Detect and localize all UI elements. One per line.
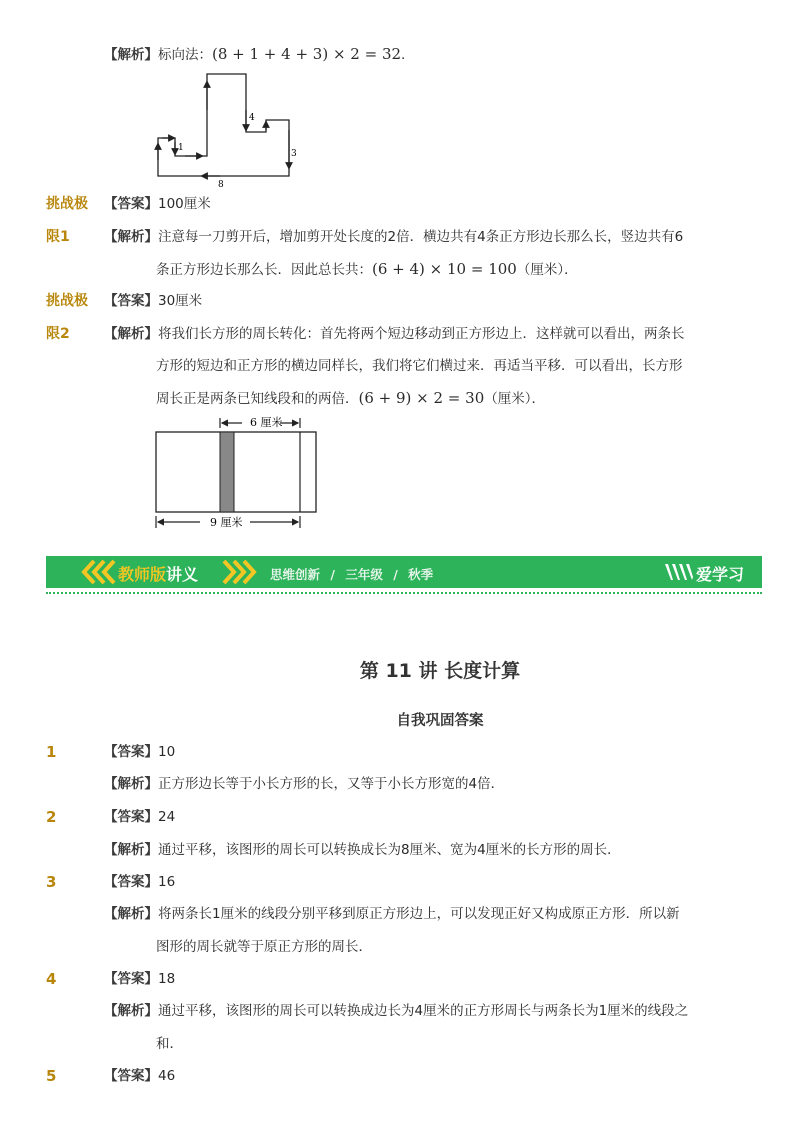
outer-rectangle xyxy=(156,432,316,512)
brand-logo-icon xyxy=(663,560,693,584)
analysis-3-cont: 图形的周长就等于原正方形的周长． xyxy=(156,939,372,955)
lecture-subtitle: 自我巩固答案 xyxy=(396,713,484,729)
lecture-title: 第 11 讲 长度计算 xyxy=(359,660,521,682)
answer-5: 【答案】46 xyxy=(104,1068,176,1084)
challenge2-answer: 【答案】30厘米 xyxy=(104,293,203,309)
answer-3: 【答案】16 xyxy=(104,874,176,890)
figure-rectangle-diagram xyxy=(150,412,325,532)
analysis-label: 【解析】 xyxy=(104,47,158,63)
answer-1: 【答案】10 xyxy=(104,744,176,760)
bottom-measure-label: 9 厘米 xyxy=(210,516,243,529)
answer-number: 4 xyxy=(46,970,57,988)
challenge-tag-1: 挑战极 xyxy=(46,196,88,212)
formula: (8 + 1 + 4 + 3) × 2 = 32 xyxy=(212,45,402,63)
brand-logo-text: 爱学习 xyxy=(696,565,745,584)
answer-4: 【答案】18 xyxy=(104,971,176,987)
answer-number: 2 xyxy=(46,808,57,826)
challenge1-analysis-line2: 条正方形边长那么长．因此总长共：(6 + 4) × 10 = 100（厘米）． xyxy=(156,260,578,278)
challenge-tag-1b: 限1 xyxy=(46,229,70,245)
challenge2-analysis-line3: 周长正是两条已知线段和的两倍．(6 + 9) × 2 = 30（厘米）． xyxy=(156,389,545,407)
challenge1-analysis-line1: 【解析】注意每一刀剪开后，增加剪开处长度的2倍．横边共有4条正方形边长那么长，竖边共有6 xyxy=(104,229,684,245)
chevron-left-icon xyxy=(80,558,120,586)
figure-path-diagram xyxy=(150,70,300,192)
challenge2-analysis-line2: 方形的短边和正方形的横边同样长，我们将它们横过来．再适当平移．可以看出，长方形 xyxy=(156,358,683,374)
top-measure-label: 6 厘米 xyxy=(250,416,283,429)
analysis-4-cont: 和． xyxy=(156,1036,183,1052)
answer-number: 5 xyxy=(46,1067,57,1085)
challenge-tag-2: 挑战极 xyxy=(46,293,88,309)
analysis-4: 【解析】通过平移，该图形的周长可以转换成边长为4厘米的正方形周长与两条长为1厘米的线段之 xyxy=(104,1003,689,1019)
analysis-2: 【解析】通过平移，该图形的周长可以转换成长为8厘米、宽为4厘米的长方形的周长． xyxy=(104,842,621,858)
chevron-right-icon xyxy=(218,558,258,586)
answer-number: 1 xyxy=(46,743,57,761)
challenge2-analysis-line1: 【解析】将我们长方形的周长转化：首先将两个短边移动到正方形边上．这样就可以看出，两条长 xyxy=(104,326,685,342)
answer-number: 3 xyxy=(46,873,57,891)
banner-breadcrumb: 思维创新 / 三年级 / 秋季 xyxy=(270,567,434,582)
analysis-text: 标向法： xyxy=(158,47,212,63)
shaded-strip xyxy=(220,432,234,512)
challenge1-answer: 【答案】100厘米 xyxy=(104,196,211,212)
top-analysis: 【解析】标向法：(8 + 1 + 4 + 3) × 2 = 32. xyxy=(104,45,406,63)
banner-edition: 教师版讲义 xyxy=(118,565,199,584)
analysis-1: 【解析】正方形边长等于小长方形的长，又等于小长方形宽的4倍． xyxy=(104,776,505,792)
dotted-divider xyxy=(46,592,762,594)
label-3: 3 xyxy=(291,149,297,159)
label-8: 8 xyxy=(218,180,224,190)
answer-2: 【答案】24 xyxy=(104,809,176,825)
label-4: 4 xyxy=(249,113,255,123)
label-1: 1 xyxy=(178,143,184,153)
challenge-tag-2b: 限2 xyxy=(46,326,70,342)
analysis-3: 【解析】将两条长1厘米的线段分别平移到原正方形边上，可以发现正好又构成原正方形．所以新 xyxy=(104,906,680,922)
